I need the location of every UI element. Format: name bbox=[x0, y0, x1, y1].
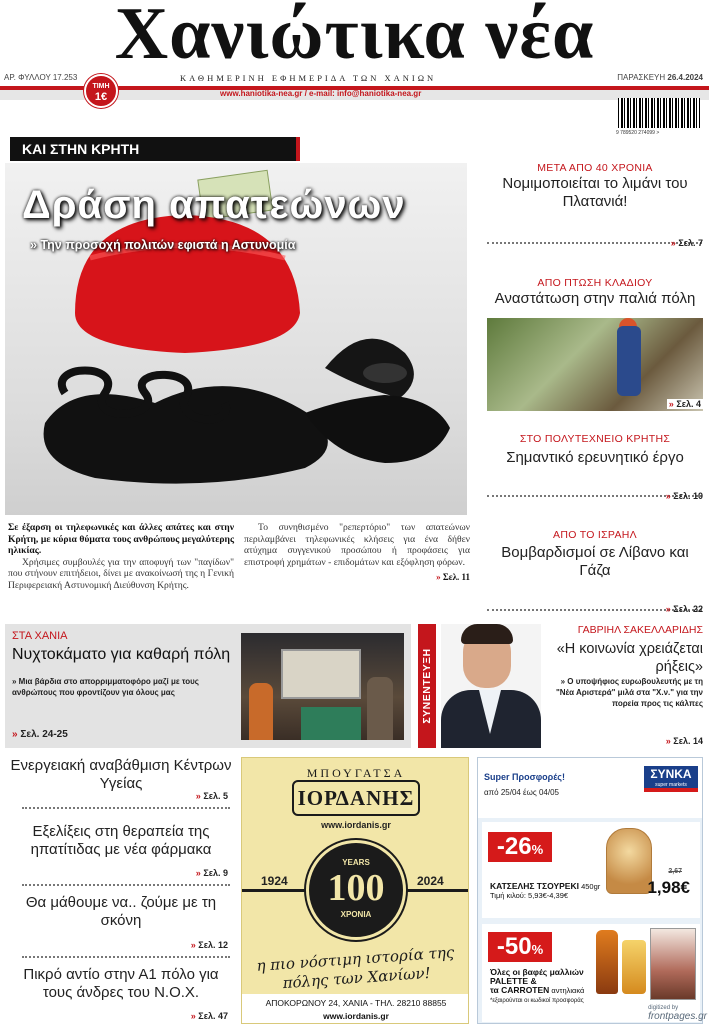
chania-page-ref[interactable]: » Σελ. 24-25 bbox=[12, 729, 68, 740]
story-kicker: ΑΠΟ ΠΤΩΣΗ ΚΛΑΔΙΟΥ bbox=[537, 277, 653, 289]
old-price: 2,67 bbox=[668, 868, 682, 875]
bin-figure bbox=[301, 707, 361, 740]
anniversary-seal bbox=[242, 840, 469, 940]
lead-page-ref[interactable]: » Σελ. 11 bbox=[436, 572, 470, 582]
offer-card-tsoureki[interactable] bbox=[482, 822, 700, 918]
year-from: 1924 bbox=[258, 874, 291, 888]
brief-headline[interactable]: Θα μάθουμε να.. ζούμε με τη σκόνη bbox=[25, 894, 217, 929]
offers-period: από 25/04 έως 04/05 bbox=[484, 788, 559, 797]
fallen-branch-photo[interactable] bbox=[487, 318, 703, 411]
bakery-website[interactable]: www.iordanis.gr bbox=[323, 1011, 389, 1021]
lead-headline[interactable]: Δράση απατεώνων bbox=[22, 183, 406, 227]
date-value: 26.4.2024 bbox=[667, 73, 703, 82]
xronia-label: ΧΡΟΝΙΑ bbox=[340, 910, 372, 919]
lead-paragraph-1: Χρήσιμες συμβουλές για την αποφυγή των "παγίδων" που στήνουν επιτήδειοι, δίνει με ανακοίνωσή της η Γενική Περιφερειακή Αστυνομική Διεύθυνση Κρήτης. bbox=[8, 556, 234, 591]
story-headline[interactable]: Βομβαρδισμοί σε Λίβανο και Γάζα bbox=[501, 544, 689, 579]
story-page-ref[interactable]: » Σελ. 10 bbox=[665, 491, 703, 501]
bakery-advertisement[interactable] bbox=[241, 757, 469, 1024]
dotted-divider bbox=[487, 242, 702, 244]
barcode-image bbox=[618, 98, 700, 128]
lead-kicker: ΚΑΙ ΣΤΗΝ ΚΡΗΤΗ bbox=[10, 137, 296, 161]
story-headline[interactable]: Νομιμοποιείται το λιμάνι του Πλατανιά! bbox=[502, 175, 688, 210]
sunscreen-tube-image bbox=[622, 940, 646, 994]
story-page-ref[interactable]: » Σελ. 4 bbox=[668, 399, 701, 409]
interview-headline[interactable]: «Η κοινωνία χρειάζεται ρήξεις» bbox=[556, 641, 703, 675]
brief-page-ref[interactable]: » Σελ. 47 bbox=[190, 1011, 228, 1021]
chania-headline[interactable]: Νυχτοκάματο για καθαρή πόλη bbox=[12, 646, 231, 663]
synka-logo: ΣΥΝΚΑ super markets bbox=[644, 766, 698, 788]
bakery-footer bbox=[242, 994, 469, 1024]
discount-badge: -50% bbox=[488, 932, 552, 962]
new-price: 1,98€ bbox=[647, 878, 690, 897]
ad-header bbox=[478, 758, 703, 818]
tagline: ΚΑΘΗΜΕΡΙΝΗ ΕΦΗΜΕΡΙΔΑ ΤΩΝ ΧΑΝΙΩΝ bbox=[180, 73, 437, 83]
price-badge bbox=[84, 74, 118, 108]
watermark: digitized by frontpages.gr bbox=[648, 1005, 707, 1022]
product-description: Όλες οι βαφές μαλλιών PALETTE & τα CARROTEN αντηλιακά *εξαιρούνται οι κωδικοί προσφοράς bbox=[490, 967, 585, 1004]
brief-page-ref[interactable]: » Σελ. 5 bbox=[195, 791, 228, 801]
years-label: YEARS bbox=[342, 858, 370, 867]
chania-summary: » Μια βάρδια στο απορριμματοφόρο μαζί με τους ανθρώπους που φροντίζουν για όλους μας bbox=[12, 677, 199, 697]
bakery-slogan: η πιο νόστιμη ιστορία της πόλης των Χανίων! bbox=[255, 943, 455, 993]
lead-paragraph-2: Το συνηθισμένο "ρεπερτόριο" των απατεώνων περιλαμβάνει τηλεφωνικές κλήσεις για ένα δήθεν ατύχημα συγγενικού προσώπου ή προφάσεις για επιστροφή χρημάτων - επιδομάτων και εξόφληση φόρων. bbox=[244, 522, 470, 568]
issue-date bbox=[617, 73, 703, 82]
year-to: 2024 bbox=[414, 874, 447, 888]
lead-subheadline: » Την προσοχή πολιτών εφιστά η Αστυνομία bbox=[30, 238, 296, 252]
brief-page-ref[interactable]: » Σελ. 12 bbox=[190, 940, 228, 950]
hair-dye-box-image bbox=[650, 928, 696, 1000]
logo-stripe bbox=[644, 788, 698, 792]
worker-figure bbox=[249, 683, 273, 740]
discount-badge: -26% bbox=[488, 832, 552, 862]
interviewee-portrait[interactable] bbox=[441, 624, 541, 748]
interview-summary: » Ο υποψήφιος ευρωβουλευτής με τη "Νέα Αριστερά" μιλά στα "Χ.ν." για την πορεία προς τις κάλπες bbox=[555, 677, 703, 708]
ad-bougatsa-label: ΜΠΟΥΓΑΤΣΑ bbox=[306, 766, 406, 780]
kicker-accent bbox=[296, 137, 300, 161]
dotted-divider bbox=[22, 807, 230, 809]
story-headline[interactable]: Αναστάτωση στην παλιά πόλη bbox=[494, 290, 696, 307]
date-weekday: ΠΑΡΑΣΚΕΥΗ bbox=[617, 73, 666, 82]
bakery-site-small: www.iordanis.gr bbox=[321, 820, 391, 830]
brief-headline[interactable]: Ενεργειακή αναβάθμιση Κέντρων Υγείας bbox=[10, 757, 232, 792]
lead-body-column-1 bbox=[8, 522, 234, 591]
supermarket-advertisement[interactable] bbox=[477, 757, 703, 1024]
barcode-digits: 9 789520 274099 > bbox=[616, 130, 660, 136]
story-kicker: ΣΤΟ ΠΟΛΥΤΕΧΝΕΙΟ ΚΡΗΤΗΣ bbox=[519, 433, 671, 445]
story-page-ref[interactable]: » Σελ. 22 bbox=[665, 604, 703, 614]
story-headline[interactable]: Σημαντικό ερευνητικό έργο bbox=[506, 449, 684, 466]
tsoureki-product-image bbox=[606, 828, 652, 894]
newspaper-title: Χανιώτικα νέα bbox=[114, 0, 595, 75]
issue-number: ΑΡ. ΦΥΛΛΟΥ 17.253 bbox=[4, 73, 78, 82]
story-page-ref[interactable]: » Σελ. 7 bbox=[670, 238, 703, 248]
chania-kicker: ΣΤΑ ΧΑΝΙΑ bbox=[12, 630, 68, 642]
product-name: ΚΑΤΣΕΛΗΣ ΤΣΟΥΡΕΚΙ 450gr Τιμή κιλού: 5,93€-4,39€ bbox=[490, 881, 601, 900]
offers-title: Super Προσφορές! bbox=[484, 772, 565, 782]
story-kicker: ΑΠΟ ΤΟ ΙΣΡΑΗΛ bbox=[553, 529, 637, 541]
price-label: ΤΙΜΗ bbox=[92, 83, 110, 90]
truck-figure bbox=[281, 649, 361, 699]
lead-intro: Σε έξαρση οι τηλεφωνικές και άλλες απάτες και στην Κρήτη, με κύρια θύματα τους ανθρώπους μεγαλύτερης ηλικίας. bbox=[8, 522, 234, 556]
garbage-truck-photo[interactable] bbox=[241, 633, 404, 740]
interview-page-ref[interactable]: » Σελ. 14 bbox=[665, 736, 703, 746]
worker-figure bbox=[367, 677, 393, 740]
dotted-divider bbox=[22, 884, 230, 886]
brief-headline[interactable]: Εξελίξεις στη θεραπεία της ηπατίτιδας με νέα φάρμακα bbox=[30, 823, 212, 858]
story-kicker: ΜΕΤΑ ΑΠΟ 40 ΧΡΟΝΙΑ bbox=[537, 162, 653, 174]
brief-headline[interactable]: Πικρό αντίο στην Α1 πόλο για τους άνδρες του Ν.Ο.Χ. bbox=[23, 966, 219, 1001]
bakery-address: ΑΠΟΚΟΡΩΝΟΥ 24, ΧΑΝΙΑ - ΤΗΛ. 28210 88855 bbox=[265, 998, 447, 1008]
lead-body-column-2 bbox=[244, 522, 470, 584]
interview-label: ΣΥΝΕΝΤΕΥΞΗ bbox=[421, 648, 433, 724]
interview-kicker: ΓΑΒΡΙΗΛ ΣΑΚΕΛΛΑΡΙΔΗΣ bbox=[577, 624, 703, 636]
dotted-divider bbox=[22, 956, 230, 958]
hundred-years: 100 bbox=[327, 867, 385, 909]
price-value: 1€ bbox=[94, 91, 108, 103]
worker-figure bbox=[617, 326, 641, 396]
brief-page-ref[interactable]: » Σελ. 9 bbox=[195, 868, 228, 878]
hair-figure bbox=[461, 624, 513, 644]
bakery-logo: ΙΟΡΔΑΝΗΣ bbox=[292, 780, 420, 816]
contact-links[interactable]: www.haniotika-nea.gr / e-mail: info@haniotika-nea.gr bbox=[220, 89, 422, 98]
